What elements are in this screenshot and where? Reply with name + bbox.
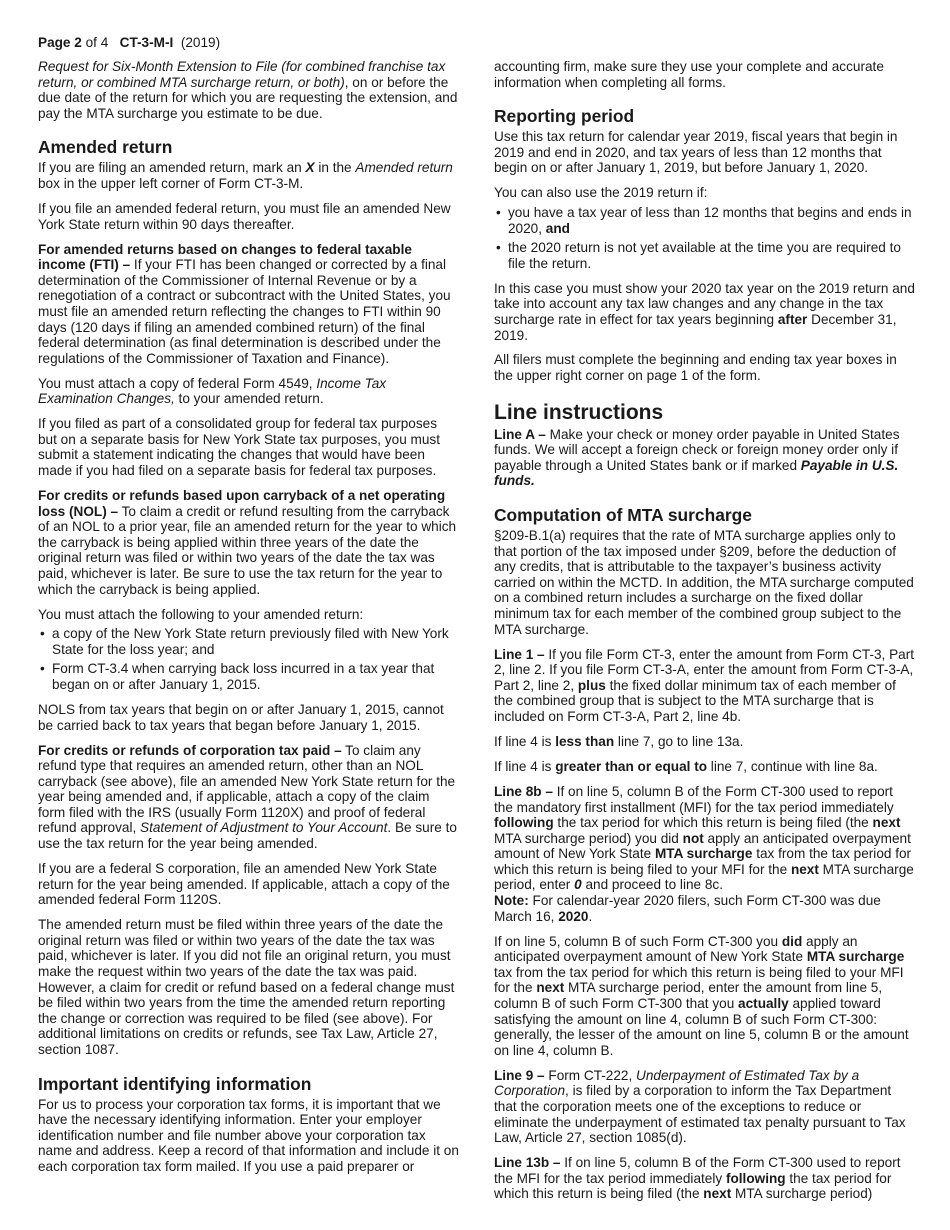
line-8b-paragraph: Line 8b – If on line 5, column B of the Form CT-300 used to report the mandatory first installment (MFI) for the tax period immediately following the tax period for which this return is being filed (the next MTA surcharge period) you did not apply an anticipated overpayment amount of New York State MTA surcharge tax from the tax period for which this return is being filed to your MFI for the next MTA surcharge period, enter 0 and proceed to line 8c. Note: For calendar-year 2020 filers, such Form CT-300 was due March 16, 2020. xyxy=(494,783,914,924)
intro-paragraph: Request for Six-Month Extension to File (for combined franchise tax return, or combined MTA surcharge return, or both), on or before the due date of the return for which you are requesting the extension, and pay the MTA surcharge you estimate to be due. xyxy=(38,59,458,121)
three-years-paragraph: The amended return must be filed within three years of the date the original return was filed or within two years of the date the tax was paid, whichever is later. If you did not file an original return, you must make the request within two years of the date the tax was paid. However, a claim for credit or refund based on a federal change must be filed within two years from the time the amended return reporting the change or correction was required to be filed (see above). For additional limitations on credits or refunds, see Tax Law, Article 27, section 1087. xyxy=(38,917,455,1057)
list-item: • the 2020 return is not yet available at the time you are required to file the return. xyxy=(494,240,915,271)
attach-intro: You must attach the following to your amended return: xyxy=(38,606,364,622)
page-header xyxy=(38,34,220,51)
amended-return-heading: Amended return xyxy=(38,137,173,158)
fti-paragraph: For amended returns based on changes to federal taxable income (FTI) – If your FTI has been changed or corrected by a final determination of the Commissioner of Internal Revenue or by a renegotiation of a contract or subcontract with the United States, you must file an amended return reflecting the changes to FTI within 90 days (120 days if filing an amended combined return) of the final federal determination (as final determination is described under the regulations of the Commissioner of Taxation and Finance). xyxy=(38,241,451,366)
continued-paragraph: accounting firm, make sure they use your complete and accurate information when completing all forms. xyxy=(494,59,884,90)
left-column xyxy=(38,59,459,1184)
reporting-paragraph-3: In this case you must show your 2020 tax year on the 2019 return and take into account any tax law changes and any change in the tax surcharge rate in effect for tax years beginning after December 31, 2019. xyxy=(494,280,915,343)
line-4-less-paragraph: If line 4 is less than line 7, go to line 13a. xyxy=(494,733,744,749)
line-4-greater-paragraph: If line 4 is greater than or equal to line 7, continue with line 8a. xyxy=(494,758,878,774)
s-corp-paragraph: If you are a federal S corporation, file an amended New York State return for the year being amended. If applicable, attach a copy of the amended federal Form 1120S. xyxy=(38,861,450,908)
list-item: • Form CT-3.4 when carrying back loss incurred in a tax year that began on or after January 1, 2015. xyxy=(38,661,459,692)
right-column xyxy=(494,59,915,1211)
line-1-paragraph: Line 1 – If you file Form CT-3, enter the amount from Form CT-3, Part 2, line 2. If you file Form CT-3-A, enter the amount from Form CT-3-A, Part 2, line 2, plus the fixed dollar minimum tax of each member of the combined group that is subject to the MTA surcharge that is included on Form CT-3-A, Part 2, line 4b. xyxy=(494,646,915,724)
reporting-paragraph-1: Use this tax return for calendar year 2019, fiscal years that begin in 2019 and end in 2020, and tax years of less than 12 months that begin on or after January 1, 2019, but before January 1, 2020. xyxy=(494,129,898,176)
corp-tax-paragraph: For credits or refunds of corporation tax paid – To claim any refund type that requires an amended return, other than an NOL carryback (see above), file an amended New York State return for the year being amended and, if applicable, attach a copy of the claim form filed with the IRS (usually Form 1120X) and proof of federal refund approval, Statement of Adjustment to Your Account. Be sure to use the tax return for the year being amended. xyxy=(38,742,457,852)
nols-paragraph: NOLS from tax years that begin on or after January 1, 2015, cannot be carried back to tax years that began before January 1, 2015. xyxy=(38,701,444,733)
nol-paragraph: For credits or refunds based upon carryback of a net operating loss (NOL) – To claim a credit or refund resulting from the carryback of an NOL to a prior year, file an amended return for the year to which the carryback is being applied within three years of the date the original return was filed or within two years of the date the tax was paid, whichever is later. Be sure to use the tax return for the year to which the carryback is being applied. xyxy=(38,488,457,597)
line-a-paragraph: Line A – Make your check or money order payable in United States funds. We will accept a foreign check or foreign money order only if payable through a United States bank or if marked Payable in U.S. funds. xyxy=(494,426,900,489)
line-8b-paragraph-2: If on line 5, column B of such Form CT-300 you did apply an anticipated overpayment amount of New York State MTA surcharge tax from the tax period for which this return is being filed to your MFI for the next MTA surcharge period, enter the amount from line 5, column B of such Form CT-300 that you actually applied toward satisfying the amount on line 4, column B of such Form CT-300: generally, the lesser of the amount on line 5, column B or the amount on line 4, column B. xyxy=(494,933,909,1058)
list-item: • a copy of the New York State return previously filed with New York State for the loss year; and xyxy=(38,626,459,657)
form-year: (2019) xyxy=(180,35,221,50)
page-number: Page 2 xyxy=(38,35,82,50)
amended-paragraph-2: If you file an amended federal return, you must file an amended New York State return within 90 days thereafter. xyxy=(38,200,451,232)
line-instructions-heading: Line instructions xyxy=(494,400,664,424)
reporting-list xyxy=(494,205,915,271)
attach-list xyxy=(38,626,459,692)
line-13b-paragraph: Line 13b – If on line 5, column B of the Form CT-300 used to report the MFI for the tax period immediately following the tax period for which this return is being filed (the next MTA surcharge period) xyxy=(494,1155,901,1202)
page-count: of 4 xyxy=(85,35,109,50)
line-9-paragraph: Line 9 – Form CT-222, Underpayment of Estimated Tax by a Corporation, is filed by a corporation to inform the Tax Department that the corporation meets one of the exceptions to reduce or eliminate the underpayment of estimated tax penalty pursuant to Tax Law, Article 27, section 1085(d). xyxy=(494,1067,906,1146)
consolidated-paragraph: If you filed as part of a consolidated group for federal tax purposes but on a separate basis for New York State tax purposes, you must submit a statement indicating the changes that would have been made if you had filed on a separate basis for federal tax purposes. xyxy=(38,416,440,479)
computation-heading: Computation of MTA surcharge xyxy=(494,505,752,526)
identifying-paragraph: For us to process your corporation tax forms, it is important that we have the necessary identifying information. Enter your employer identification number and file number above your corporation tax name and address. Keep a record of that information and include it on each corporation tax form mailed. If you use a paid preparer or xyxy=(38,1096,459,1174)
identifying-heading: Important identifying information xyxy=(38,1073,312,1094)
form-id: CT-3-M-I xyxy=(119,35,174,50)
list-item: • you have a tax year of less than 12 months that begins and ends in 2020, and xyxy=(494,205,915,236)
reporting-paragraph-2: You can also use the 2019 return if: xyxy=(494,185,708,201)
amended-paragraph-1: If you are filing an amended return, mark an X in the Amended return box in the upper left corner of Form CT-3-M. xyxy=(38,160,453,191)
reporting-period-heading: Reporting period xyxy=(494,106,635,127)
reporting-paragraph-4: All filers must complete the beginning and ending tax year boxes in the upper right corner on page 1 of the form. xyxy=(494,352,897,384)
computation-paragraph: §209-B.1(a) requires that the rate of MTA surcharge applies only to that portion of the tax imposed under §209, before the deduction of any credits, that is attributable to the taxpayer’s business activity carried on within the MCTD. In addition, the MTA surcharge computed on a combined return includes a surcharge on the fixed dollar minimum tax for each member of the combined group subject to the MTA surcharge. xyxy=(494,528,914,637)
form-4549-paragraph: You must attach a copy of federal Form 4549, Income Tax Examination Changes, to your amended return. xyxy=(38,375,387,407)
